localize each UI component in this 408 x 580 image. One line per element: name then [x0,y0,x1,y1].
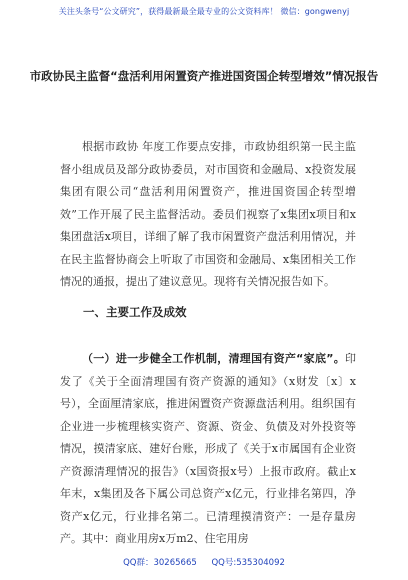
document-title: 市政协民主监督“盘活利用闲置资产推进国资国企转型增效”情况报告 [29,69,379,83]
section-heading-1: 一、主要工作及成效 [83,305,187,319]
intro-paragraph: 根据市政协 年度工作要点安排，市政协组织第一民主监督小组成员及部分政协委员，对市国资和金融局、x投资发展集团有限公司“盘活利用闲置资产，推进国资国企转型增效”工作开展了民主监督活动。委员们视察了x集团x项目和x集团盘活x项目，详细了解了我市闲置资产盘活利用情况，并在民主监督协商会上听取了市国资和金融局、x集团相关工作情况的通报，提出了建议意见。现将有关情况报告如下。 [60,140,356,288]
subsection-heading-1: （一）进一步健全工作机制，清理国有资产“家底”。 [82,352,345,365]
promo-banner: 关注头条号“公文研究”，获得最新最全最专业的公文资料库！ 微信：gongwenyj [58,7,350,16]
qq-group: QQ群：30265665 [123,558,197,568]
intro-paragraph-container [60,136,356,294]
section-paragraph: 印发了《关于全面清理国有资产资源的通知》（x财发〔x〕x号），全面厘清家底，推进闲置资产资源盘活利用。组织国有企业进一步梳理核实资产、资源、资金、负债及对外投资等情况，摸清家底、建好台账，形成了《关于x市属国有企业资产资源清理情况的报告》（x国资报x号）上报市政府。截止x年末，x集团及各下属公司总资产x亿元，行业排名第四，净资产x亿元，行业排名第二。已清理摸清资产：一是存量房产。其中：商业用房x万m2、住宅用房 [60,352,356,545]
footer-contact [0,556,408,568]
qq-number: QQ号:535304092 [211,558,285,568]
section-body [60,348,356,551]
